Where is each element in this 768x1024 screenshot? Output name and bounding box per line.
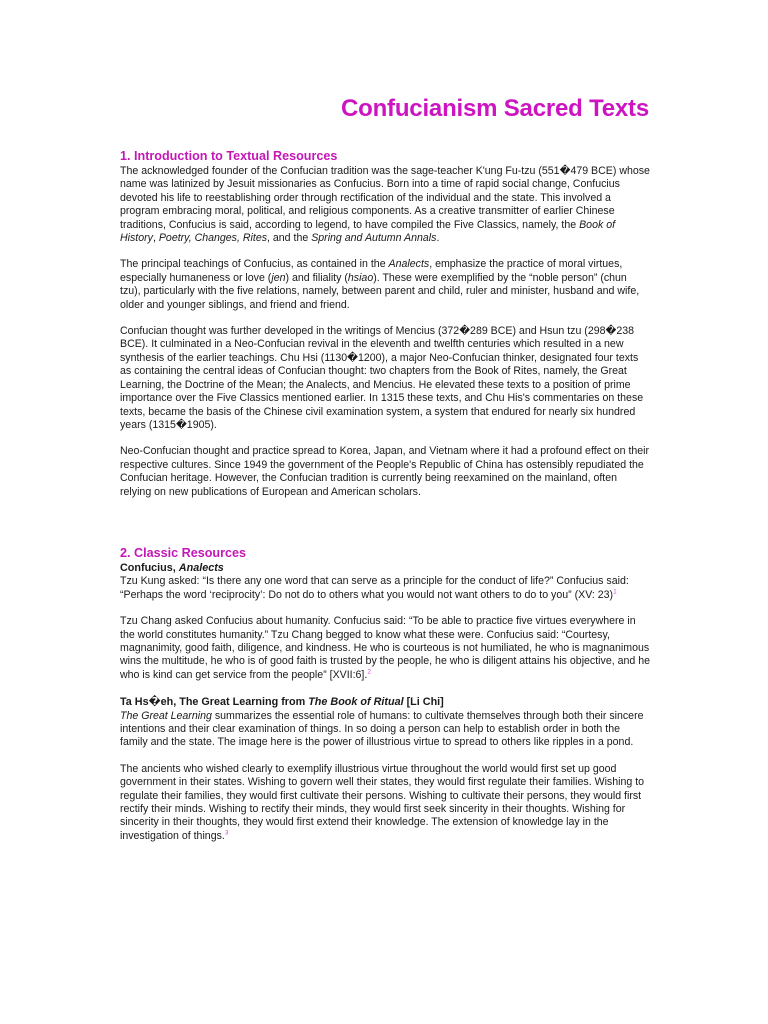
subheading-text: [Li Chi] (403, 696, 444, 709)
term: jen (271, 271, 286, 284)
quote-text: Tzu Chang asked Confucius about humanity. Confucius said: “To be able to practice five virtues everywhere in the world constitutes humanity.” Tzu Chang begged to know what these were. Confucius said: “Courtesy, magnanimity, good faith, diligence, and kindness. He who is courteous is not humiliated, he who is magnanimous wins the multitude, he who is of good faith is trusted by the people, he who is diligent attains his objective, and he who is kind can get service from the people” [XVII:6]. (120, 615, 651, 681)
paragraph-text: . (436, 232, 440, 245)
term: hsiao (347, 271, 374, 284)
spacer (120, 682, 650, 696)
book-title: Analects (388, 258, 430, 271)
paragraph-text: The acknowledged founder of the Confucian tradition was the sage-teacher K'ung Fu-tzu (551�479 BCE) whose name was latinized by Jesuit missionaries as Confucius. Born into a time of rapid social change, Confucius devoted his life to reestablishing order through rectification of the individual and the state. This involved a program embracing moral, political, and religious components. As a creative transmitter of earlier Chinese traditions, Confucius is said, according to legend, to have compiled the Five Classics, namely, the (120, 165, 650, 231)
book-title: Analects (178, 561, 224, 574)
paragraph-text: The principal teachings of Confucius, as contained in the (120, 258, 389, 271)
paragraph-neo-confucian-development: Confucian thought was further developed in the writings of Mencius (372�289 BCE) and Hsun tzu (298�238 BCE). It culminated in a Neo-Confucian revival in the eleventh and twelfth centuries which resulted in a new synthesis of the earlier teachings. Chu Hsi (1130�1200), a major Neo-Confucian thinker, designated four texts as containing the central ideas of Confucian thought: two chapters from the Book of Rites, namely, the Great Learning, the Doctrine of the Mean; the Analects, and Mencius. He elevated these texts to a position of prime importance over the Five Classics mentioned earlier. In 1315 these texts, and Chu His's commentaries on these texts, became the basis of the Chinese civil examination system, a system that endured for nearly six hundred years (1315�1905). (120, 325, 644, 431)
paragraph-text: , and the (267, 232, 312, 245)
book-title: Poetry, Changes, Rites (158, 232, 268, 245)
paragraph-teachings (120, 258, 650, 312)
paragraph-text: ) and filiality ( (285, 271, 348, 284)
document-title: Confucianism Sacred Texts (341, 95, 649, 122)
book-title: Book of History (120, 218, 616, 245)
paragraph-text: , emphasize the practice of moral virtues, especially humaneness or love ( (120, 258, 623, 284)
spacer (120, 499, 650, 545)
spacer (120, 750, 650, 763)
spacer (120, 602, 650, 615)
book-title: The Book of Ritual (308, 696, 404, 709)
document-body (120, 148, 650, 843)
section-heading-introduction: 1. Introduction to Textual Resources (120, 149, 338, 163)
paragraph-founder (120, 165, 650, 245)
subheading-analects (120, 562, 650, 575)
paragraph-great-learning-summary (120, 710, 650, 750)
section-heading-classic-resources: 2. Classic Resources (120, 545, 247, 560)
spacer (120, 432, 650, 445)
quote-text: The ancients who wished clearly to exemplify illustrious virtue throughout the world would first set up good government in their states. Wishing to govern well their states, they would first regulate their families. Wishing to regulate their families, they would first cultivate their persons. Wishing to cultivate their persons, they would first rectify their minds. Wishing to rectify their minds, they would first seek sincerity in their thoughts. Wishing for sincerity in their thoughts, they would first extend their knowledge. The extension of knowledge lay in the investigation of things. (120, 762, 645, 842)
quote-tzu-chang (120, 615, 650, 682)
subheading-text: Ta Hs�eh, The Great Learning from (120, 696, 309, 709)
paragraph-text: , (152, 232, 159, 245)
book-title: The Great Learning (120, 709, 212, 722)
subheading-great-learning (120, 696, 650, 709)
quote-tzu-kung (120, 575, 650, 602)
subheading-text: Confucius, (120, 561, 179, 574)
paragraph-text: ). These were exemplified by the “noble person” (chun tzu), particularly with the five relations, namely, between parent and child, ruler and minister, husband and wife, older and younger siblings, and friend and friend. (120, 271, 640, 311)
quote-text: Tzu Kung asked: “Is there any one word that can serve as a principle for the conduct of life?” Confucius said: “Perhaps the word ‘reciprocity’: Do not do to others what you would not want others to do to you” (XV: 23) (120, 575, 629, 601)
spacer (120, 312, 650, 325)
footnote-marker[interactable]: 1 (613, 588, 617, 596)
quote-ancients (120, 763, 650, 843)
spacer (120, 245, 650, 258)
footnote-marker[interactable]: 2 (367, 668, 371, 676)
book-title: Spring and Autumn Annals (311, 232, 437, 245)
paragraph-neo-confucian-spread: Neo-Confucian thought and practice spread to Korea, Japan, and Vietnam where it had a profound effect on their respective cultures. Since 1949 the government of the People's Republic of China has ostensibly repudiated the Confucian heritage. However, the Confucian tradition is currently being reexamined on the mainland, often relying on new publications of European and American scholars. (120, 445, 650, 498)
footnote-marker[interactable]: 3 (224, 829, 229, 837)
paragraph-text: summarizes the essential role of humans: to cultivate themselves through both their sincere intentions and their clear examination of things. In so doing a person can help to establish order in both the family and the state. The image here is the power of illustrious virtue to spread to others like ripples in a pond. (120, 709, 644, 749)
